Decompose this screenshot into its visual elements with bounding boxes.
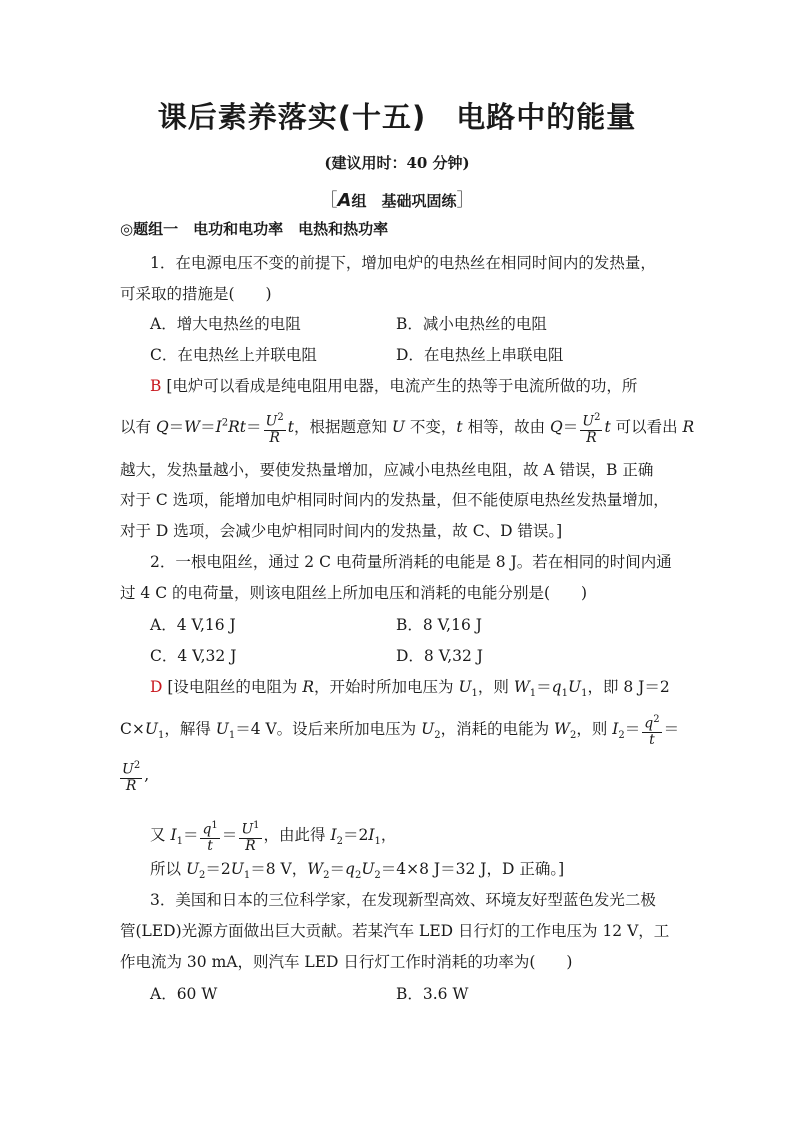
title-part-a: 课后素养落实(十五) (157, 100, 427, 134)
group-letter: A (337, 190, 352, 211)
group-heading: ［A组 基础巩固练］ (319, 190, 475, 211)
q1-explanation-line3: 越大，发热量越小，要使发热量增加，应减小电热丝电阻，故 A 错误，B 正确 (120, 461, 654, 479)
q1-stem-line1: 1．在电源电压不变的前提下，增加电炉的电热丝在相同时间内的发热量， (150, 254, 656, 272)
q1-option-d: D．在电热丝上串联电阻 (396, 346, 564, 364)
q1-explanation-formula: 以有 $Q=W=I^2Rt=$ $\frac{U^2}{R}$ t，根据题意知 U 不变，t 相等，故由 Q＝ $\frac{U^2}{R}$ t 可以看出 R (120, 412, 695, 446)
q2-stem-line1: 2．一根电阻丝，通过 2 C 电荷量所消耗的电能是 8 J。若在相同的时间内通 (150, 553, 672, 571)
q1-explanation-line4: 对于 C 选项，能增加电炉相同时间内的发热量，但不能使原电热丝发热量增加， (120, 491, 669, 509)
suggested-time: (建议用时：40 分钟) (324, 154, 470, 172)
q2-explanation-line4: 又 $I_1=$ $\frac{q^1}{t}$ ＝ $\frac{U^1}{R}$ ，由此得 $I_2=2I_1$， (150, 820, 397, 854)
q3-stem-line1: 3．美国和日本的三位科学家，在发现新型高效、环境友好型蓝色发光二极 (150, 891, 656, 909)
q3-option-b: B．3.6 W (396, 985, 469, 1003)
q2-option-a: A．4 V,16 J (150, 616, 236, 634)
q1-explanation-line1: B [电炉可以看成是纯电阻用电器，电流产生的热等于电流所做的功，所 (150, 377, 638, 395)
q2-answer: D (150, 678, 163, 696)
q2-option-d: D．8 V,32 J (396, 647, 483, 665)
q1-option-b: B．减小电热丝的电阻 (396, 315, 547, 333)
q2-explanation-line2: $C\times U_1$，解得 $U_1=4$ V。设后来所加电压为 $U_2$，消耗的电能为 $W_2$，则 $I_2=$ $\frac{q^2}{t}$ ＝ (120, 714, 680, 748)
q1-option-c: C．在电热丝上并联电阻 (150, 346, 317, 364)
topic-heading: ◎题组一 电功和电功率 电热和热功率 (120, 220, 389, 238)
q2-option-c: C．4 V,32 J (150, 647, 237, 665)
page-title (0, 95, 794, 136)
q1-stem-line2: 可采取的措施是( ) (120, 285, 272, 303)
title-part-b: 电路中的能量 (456, 100, 637, 134)
q1-option-a: A．增大电热丝的电阻 (150, 315, 301, 333)
group-label: 组 基础巩固练 (351, 192, 457, 210)
q1-answer: B (150, 377, 162, 395)
q2-option-b: B．8 V,16 J (396, 616, 482, 634)
q2-explanation-line1: D [设电阻丝的电阻为 R，开始时所加电压为 $U_1$，则 $W_1=q_1U_1$，即 8 J＝2 (150, 678, 670, 700)
q3-option-a: A．60 W (150, 985, 218, 1003)
q2-stem-line2: 过 4 C 的电荷量，则该电阻丝上所加电压和消耗的电能分别是( ) (120, 584, 588, 602)
q1-explanation-line5: 对于 D 选项，会减少电炉相同时间内的发热量，故 C、D 错误。] (120, 522, 563, 540)
q2-explanation-line5: 所以 $U_2=2U_1=8$ V，$W_2=q_2U_2=4\times 8$ J＝32 J，D 正确。] (150, 860, 565, 882)
q3-stem-line3: 作电流为 30 mA，则汽车 LED 日行灯工作时消耗的功率为( ) (120, 953, 573, 971)
q2-explanation-line3: $\frac{U^2}{R}$ , (122, 760, 150, 794)
q3-stem-line2: 管(LED)光源方面做出巨大贡献。若某汽车 LED 日行灯的工作电压为 12 V，工 (120, 922, 670, 940)
